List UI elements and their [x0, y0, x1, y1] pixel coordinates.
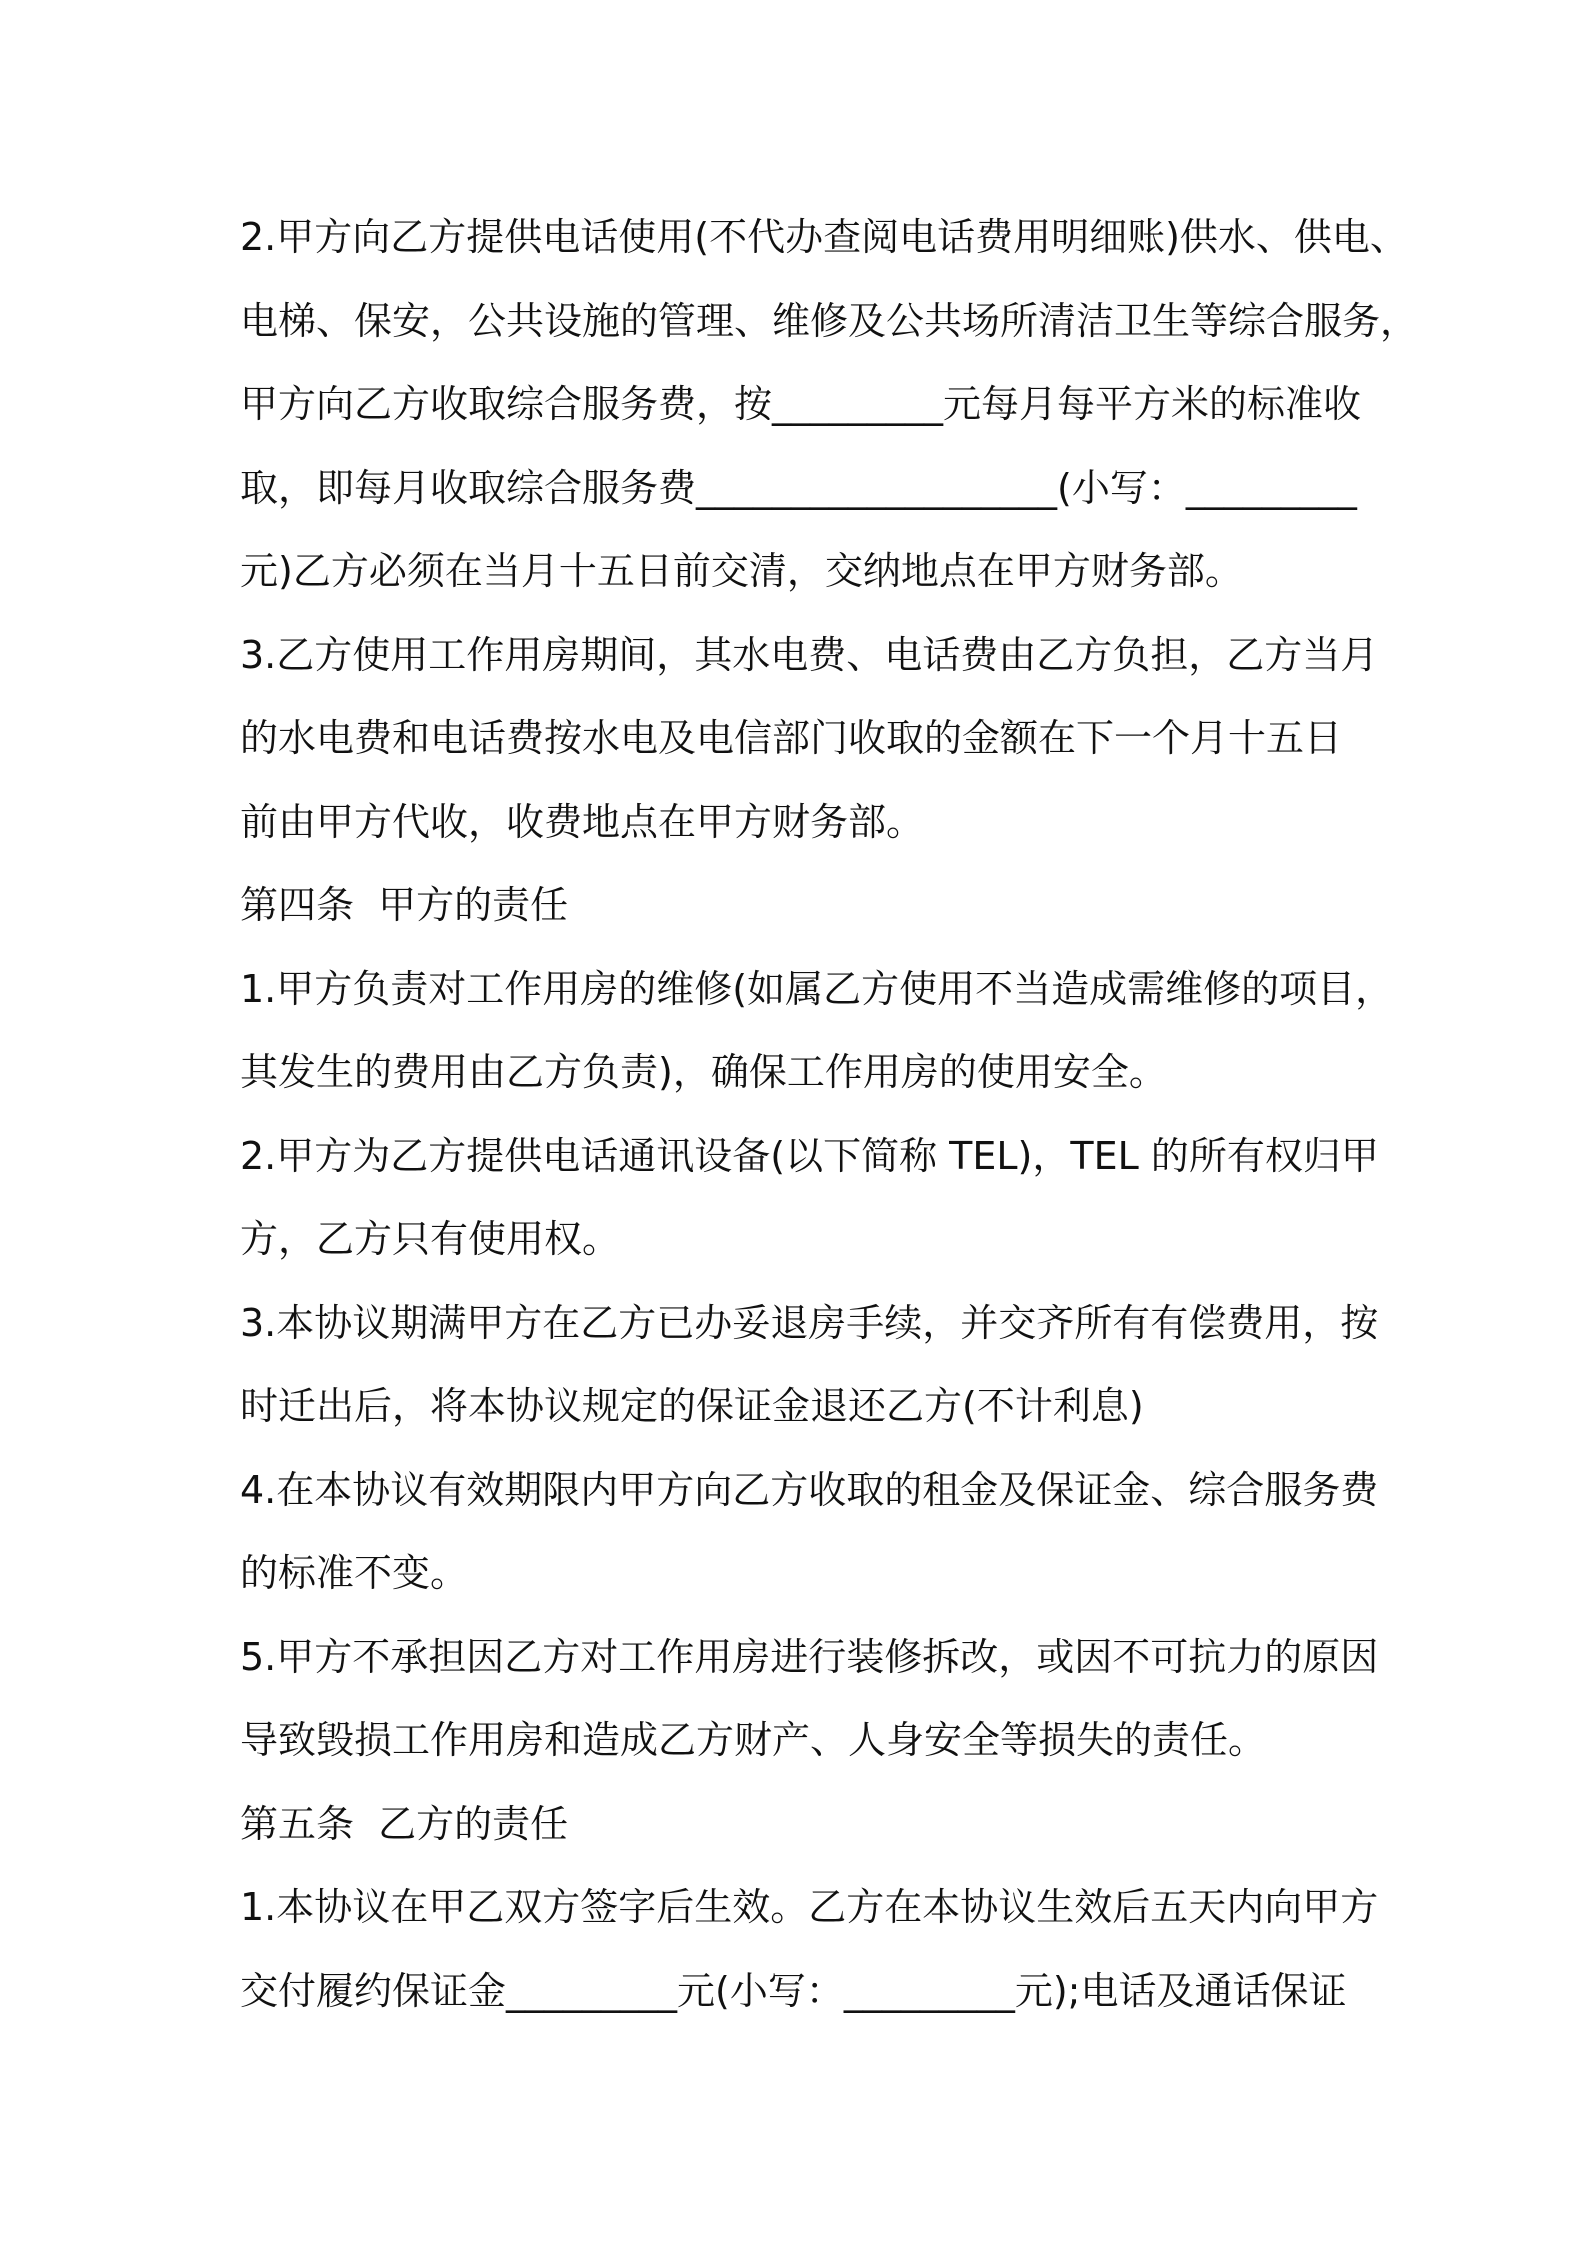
text-line: 甲方向乙方收取综合服务费，按_________元每月每平方米的标准收 — [240, 382, 1362, 426]
text-line: 1.甲方负责对工作用房的维修(如属乙方使用不当造成需维修的项目， — [240, 966, 1394, 1011]
text-line: 2.甲方为乙方提供电话通讯设备(以下简称 TEL)，TEL 的所有权归甲 — [240, 1133, 1379, 1178]
text-line: 的水电费和电话费按水电及电信部门收取的金额在下一个月十五日 — [240, 716, 1343, 760]
text-line: 其发生的费用由乙方负责)，确保工作用房的使用安全。 — [240, 1050, 1167, 1094]
text-line: 5.甲方不承担因乙方对工作用房进行装修拆改，或因不可抗力的原因 — [240, 1634, 1379, 1679]
text-line: 2.甲方向乙方提供电话使用(不代办查阅电话费用明细账)供水、供电、 — [240, 215, 1408, 259]
text-line: 取，即每月收取综合服务费___________________(小写：_________ — [240, 465, 1357, 510]
document-body — [240, 196, 1419, 2033]
text-line: 3.乙方使用工作用房期间，其水电费、电话费由乙方负担，乙方当月 — [240, 632, 1379, 677]
section-heading: 第五条 乙方的责任 — [240, 1801, 569, 1846]
section-heading: 第四条 甲方的责任 — [240, 883, 569, 927]
text-line: 导致毁损工作用房和造成乙方财产、人身安全等损失的责任。 — [240, 1718, 1267, 1762]
text-line: 3.本协议期满甲方在乙方已办妥退房手续，并交齐所有有偿费用，按 — [240, 1300, 1379, 1345]
text-line: 4.在本协议有效期限内甲方向乙方收取的租金及保证金、综合服务费 — [240, 1467, 1379, 1512]
text-line: 前由甲方代收，收费地点在甲方财务部。 — [240, 799, 925, 844]
text-line: 元)乙方必须在当月十五日前交清，交纳地点在甲方财务部。 — [240, 549, 1243, 593]
text-line: 交付履约保证金_________元(小写：_________元);电话及通话保证 — [240, 1968, 1347, 2013]
text-line: 方，乙方只有使用权。 — [240, 1217, 621, 1261]
text-line: 电梯、保安，公共设施的管理、维修及公共场所清洁卫生等综合服务， — [240, 298, 1419, 343]
text-line: 的标准不变。 — [240, 1551, 469, 1595]
text-line: 时迁出后，将本协议规定的保证金退还乙方(不计利息) — [240, 1384, 1144, 1428]
text-line: 1.本协议在甲乙双方签字后生效。乙方在本协议生效后五天内向甲方 — [240, 1885, 1379, 1929]
